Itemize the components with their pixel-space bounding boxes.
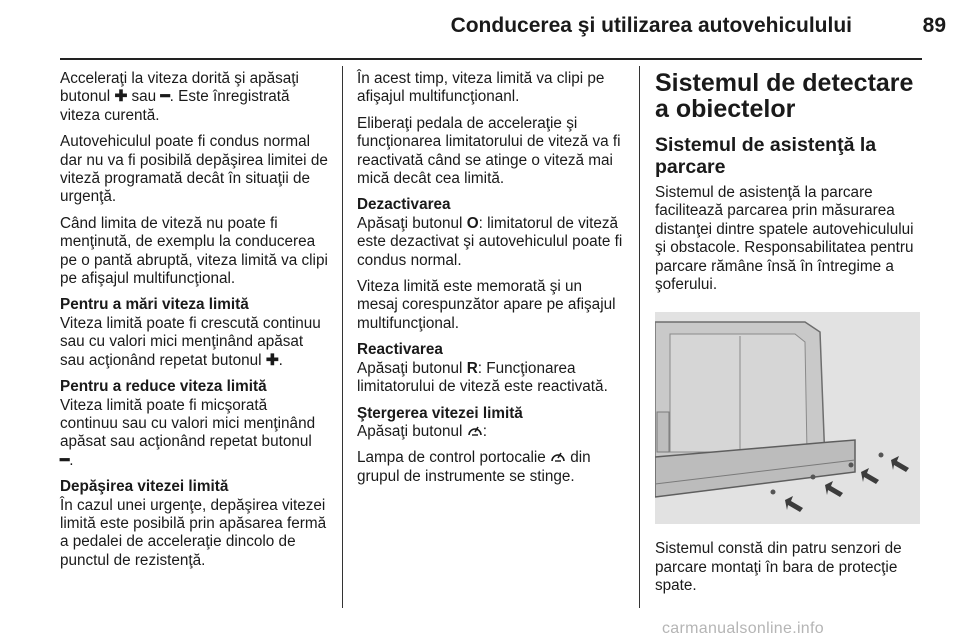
- subheading-reactivate: Reactivarea: [357, 341, 443, 359]
- text: Acceleraţi la viteza dorită şi apăsaţi butonul: [60, 70, 299, 106]
- paragraph: Viteza limită este memorată şi un mesaj corespunzător apare pe afişajul multifuncţional.: [357, 278, 616, 332]
- speed-limiter-lamp-icon: [550, 449, 566, 466]
- paragraph: Când limita de viteză nu poate fi menţinută, de exemplu la conducerea pe o pantă abruptă, viteza limită va clipi pe afişajul multifuncţional.: [60, 214, 328, 288]
- text: .: [278, 351, 283, 369]
- text: sau: [127, 88, 161, 106]
- plus-icon: ✚: [114, 88, 128, 106]
- text: :: [482, 422, 487, 440]
- paragraph: [60, 315, 328, 370]
- text: Apăsaţi butonul: [357, 214, 467, 232]
- page-number: 89: [922, 14, 946, 37]
- watermark: carmanualsonline.info: [662, 620, 824, 637]
- page-header: [0, 0, 960, 60]
- text: Viteza limită poate fi crescută continuu sau cu valori mici menţinând apăsat sau acţionând repetat butonul: [60, 314, 321, 369]
- subheading-deactivate: Dezactivarea: [357, 196, 451, 214]
- column-1: [60, 70, 328, 578]
- subheading-exceed: Depăşirea vitezei limită: [60, 478, 229, 496]
- text: .: [69, 451, 74, 469]
- text: din grupul de instrumente se stinge.: [357, 449, 591, 485]
- resume-button-icon: R: [466, 359, 478, 377]
- paragraph: Eliberaţi pedala de acceleraţie şi funcţionarea limitatorului de viteză va fi reactivată când se atinge o viteză mai mică decât cea limită.: [357, 114, 621, 188]
- paragraph: Sistemul de asistenţă la parcare facilitează parcarea prin măsurarea distanţei dintre spatele autovehiculului şi obstacole. Responsabilitatea pentru parcare rămâne însă în întregime a şoferului.: [655, 184, 914, 294]
- subheading-increase: Pentru a mări viteza limită: [60, 296, 249, 314]
- speed-limiter-icon: [467, 423, 483, 440]
- parking-sensors-illustration: [655, 312, 920, 524]
- paragraph: În acest timp, viteza limită va clipi pe afişajul multifuncţionanl.: [357, 70, 605, 106]
- text: . Este înregistrată viteza curentă.: [60, 88, 290, 124]
- text: Lampa de control portocalie: [357, 449, 551, 467]
- paragraph: Sistemul constă din patru senzori de parcare montaţi în bara de protecţie spate.: [655, 540, 902, 595]
- section-heading: Sistemul de detectare a obiectelor: [655, 69, 914, 123]
- text: Apăsaţi butonul: [357, 359, 467, 377]
- page-header-title: Conducerea şi utilizarea autovehiculului: [450, 14, 852, 37]
- column-divider: [639, 66, 640, 608]
- column-divider: [342, 66, 343, 608]
- paragraph: [60, 397, 328, 471]
- subheading-reduce: Pentru a reduce viteza limită: [60, 378, 267, 396]
- paragraph: [357, 449, 625, 486]
- minus-icon: ━: [60, 451, 70, 469]
- subheading-delete: Ştergerea vitezei limită: [357, 404, 523, 422]
- text: : limitatorul de viteză este dezactivat şi autovehiculul poate fi condus normal.: [357, 214, 623, 269]
- column-3: [655, 70, 923, 604]
- paragraph: Autovehiculul poate fi condus normal dar nu va fi posibilă depăşirea limitei de viteză programată decât în situaţii de urgenţă.: [60, 133, 328, 206]
- header-rule: [60, 58, 922, 60]
- paragraph: [357, 215, 625, 270]
- text: : Funcţionarea limitatorului de viteză este reactivată.: [357, 359, 608, 396]
- paragraph: [357, 360, 625, 397]
- paragraph: [60, 70, 328, 125]
- text: Viteza limită poate fi micşorată continuu sau cu valori mici menţinând apăsat sau acţionând repetat butonul: [60, 396, 316, 451]
- off-button-icon: O: [466, 214, 479, 232]
- plus-icon: ✚: [265, 351, 279, 369]
- subsection-heading: Sistemul de asistenţă la parcare: [655, 134, 877, 178]
- text: Apăsaţi butonul: [357, 422, 467, 440]
- column-2: [357, 70, 625, 494]
- paragraph: În cazul unei urgenţe, depăşirea vitezei limită este posibilă prin apăsarea fermă a pedalei de acceleraţie dincolo de punctul de rezistenţă.: [60, 496, 327, 569]
- paragraph: [357, 423, 625, 441]
- minus-icon: ━: [160, 88, 170, 106]
